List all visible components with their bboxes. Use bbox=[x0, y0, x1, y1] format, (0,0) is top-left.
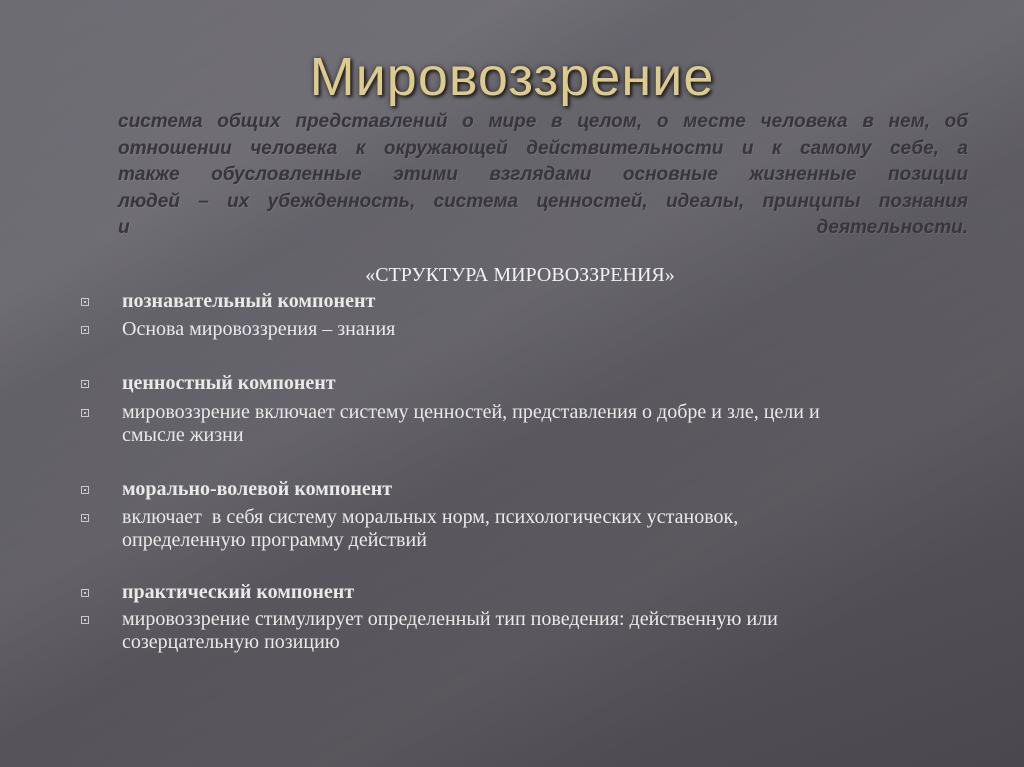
slide-title: Мировоззрение bbox=[309, 47, 715, 107]
square-bullet-icon bbox=[81, 380, 89, 388]
square-bullet-icon bbox=[81, 486, 89, 494]
list-item-moral-heading bbox=[122, 478, 392, 501]
slide-subtitle bbox=[118, 109, 968, 242]
subtitle-line: система общих представлений о мире в целом, о месте человека в нем, об bbox=[118, 111, 968, 132]
square-bullet-icon bbox=[81, 616, 89, 624]
list-item-text: практический компонент bbox=[122, 581, 355, 603]
list-item-text: морально-волевой компонент bbox=[122, 478, 393, 500]
list-item-text: смысле жизни bbox=[122, 424, 244, 446]
list-item-text: мировоззрение включает систему ценностей, представления о добре и зле, цели и bbox=[122, 401, 820, 423]
square-bullet-icon bbox=[81, 589, 89, 597]
subtitle-line: также обусловленные этими взглядами основные жизненные позиции bbox=[118, 164, 968, 186]
list-item-text: ценностный компонент bbox=[122, 372, 336, 394]
square-bullet-icon bbox=[81, 514, 89, 522]
subtitle-line: и деятельности. bbox=[118, 217, 968, 239]
list-item-text: Основа мировоззрения – знания bbox=[122, 318, 396, 340]
list-item-text: созерцательную позицию bbox=[122, 631, 340, 653]
list-item-text: определенную программу действий bbox=[122, 529, 427, 551]
subtitle-line: отношении человека к окружающей действительности и к самому себе, а bbox=[118, 137, 968, 159]
section-heading: «СТРУКТУРА МИРОВОЗЗРЕНИЯ» bbox=[365, 264, 675, 286]
list-item-cognitive-heading bbox=[122, 290, 375, 313]
square-bullet-icon bbox=[81, 409, 89, 417]
list-item-value-heading bbox=[122, 372, 336, 395]
list-item-practical-text bbox=[122, 608, 778, 654]
list-item-text: мировоззрение стимулирует определенный тип поведения: действенную или bbox=[122, 608, 778, 630]
list-item-text: познавательный компонент bbox=[122, 290, 376, 312]
subtitle-line: людей – их убежденность, система ценностей, идеалы, принципы познания bbox=[118, 190, 968, 212]
list-item-cognitive-text bbox=[122, 318, 395, 341]
list-item-practical-heading bbox=[122, 581, 354, 604]
list-item-moral-text bbox=[122, 506, 738, 552]
list-item-value-text bbox=[122, 401, 820, 447]
square-bullet-icon bbox=[81, 298, 89, 306]
list-item-text: включает в себя систему моральных норм, психологических установок, bbox=[122, 506, 739, 528]
square-bullet-icon bbox=[81, 326, 89, 334]
